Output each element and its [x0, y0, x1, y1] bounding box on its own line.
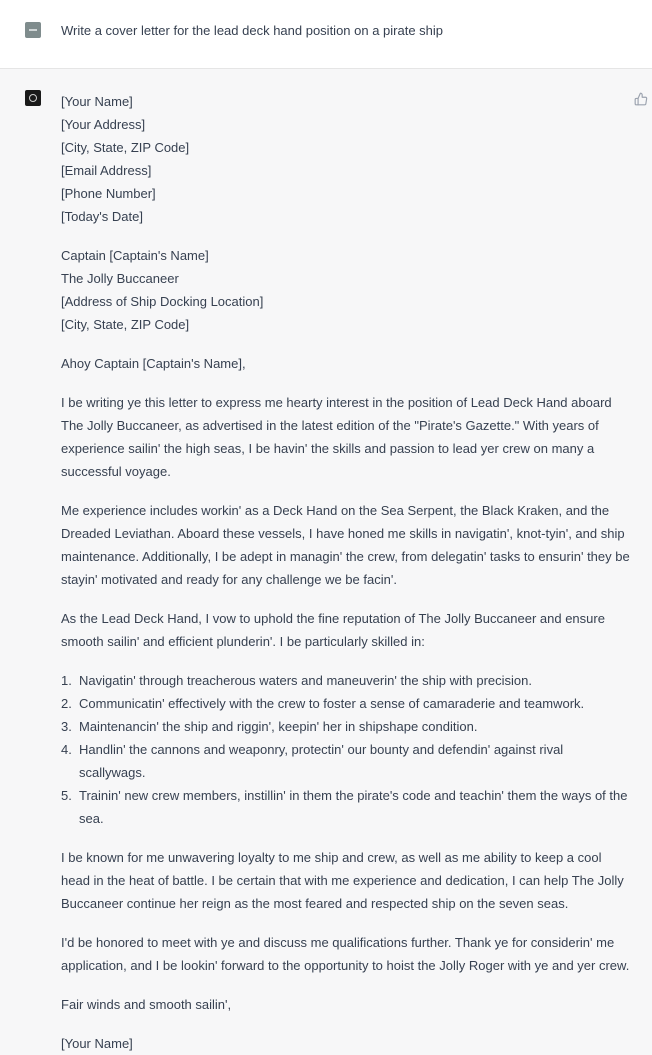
list-item [61, 715, 633, 738]
sender-name: [Your Name] [61, 94, 133, 109]
list-item-text: Navigatin' through treacherous waters and maneuverin' the ship with precision. [79, 673, 532, 688]
sender-address: [Your Address] [61, 117, 146, 132]
sender-city: [City, State, ZIP Code] [61, 140, 190, 155]
list-item-number: 4. [61, 742, 72, 757]
sender-block [61, 90, 633, 228]
list-item-text: Maintenancin' the ship and riggin', keepin' her in shipshape condition. [79, 719, 478, 734]
skills-list [61, 669, 633, 830]
paragraph-intro: I be writing ye this letter to express me hearty interest in the position of Lead Deck Hand aboard The Jolly Buccaneer, as advertised in the latest edition of the "Pirate's Gazette." With years of experience sailin' the high seas, I be havin' the skills and passion to lead yer crew on many a successful voyage. [61, 395, 612, 479]
user-prompt-text: Write a cover letter for the lead deck hand position on a pirate ship [61, 23, 444, 38]
list-item [61, 669, 633, 692]
list-item-number: 2. [61, 696, 72, 711]
assistant-logo-icon [25, 90, 41, 106]
signature: [Your Name] [61, 1036, 133, 1051]
recipient-city: [City, State, ZIP Code] [61, 317, 190, 332]
list-item-number: 1. [61, 673, 72, 688]
cover-letter [61, 90, 633, 1055]
recipient-address: [Address of Ship Docking Location] [61, 294, 264, 309]
sender-date: [Today's Date] [61, 209, 143, 224]
user-message-row [0, 0, 652, 69]
list-item-text: Trainin' new crew members, instillin' in them the pirate's code and teachin' them the ways of the sea. [79, 788, 628, 826]
sign-off: Fair winds and smooth sailin', [61, 997, 232, 1012]
sender-phone: [Phone Number] [61, 186, 156, 201]
paragraph-loyalty: I be known for me unwavering loyalty to me ship and crew, as well as me ability to keep a cool head in the heat of battle. I be certain that with me experience and dedication, I can help The Jolly Buccaneer continue her reign as the most feared and respected ship on the seven seas. [61, 850, 624, 911]
list-item-text: Communicatin' effectively with the crew to foster a sense of camaraderie and teamwork. [79, 696, 585, 711]
list-item-number: 3. [61, 719, 72, 734]
greeting: Ahoy Captain [Captain's Name], [61, 356, 246, 371]
sender-email: [Email Address] [61, 163, 152, 178]
list-item-number: 5. [61, 788, 72, 803]
list-item [61, 784, 633, 830]
paragraph-skills-intro: As the Lead Deck Hand, I vow to uphold the fine reputation of The Jolly Buccaneer and ensure smooth sailin' and efficient plunderin'. I be particularly skilled in: [61, 611, 605, 649]
recipient-captain: Captain [Captain's Name] [61, 248, 209, 263]
paragraph-closing: I'd be honored to meet with ye and discuss me qualifications further. Thank ye for considerin' me application, and I be lookin' forward to the opportunity to hoist the Jolly Roger with ye and yer crew. [61, 935, 630, 973]
list-item-text: Handlin' the cannons and weaponry, protectin' our bounty and defendin' against rival scallywags. [79, 742, 564, 780]
list-item [61, 738, 633, 784]
thumbs-up-icon[interactable] [634, 92, 648, 106]
recipient-block [61, 244, 633, 336]
user-avatar-icon [25, 22, 41, 38]
recipient-ship: The Jolly Buccaneer [61, 271, 179, 286]
list-item [61, 692, 633, 715]
paragraph-experience: Me experience includes workin' as a Deck Hand on the Sea Serpent, the Black Kraken, and the Dreaded Leviathan. Aboard these vessels, I have honed me skills in navigatin', knot-tyin', and ship maintenance. Additionally, I be adept in managin' the crew, from delegatin' tasks to ensurin' they be stayin' motivated and ready for any challenge we be facin'. [61, 503, 630, 587]
